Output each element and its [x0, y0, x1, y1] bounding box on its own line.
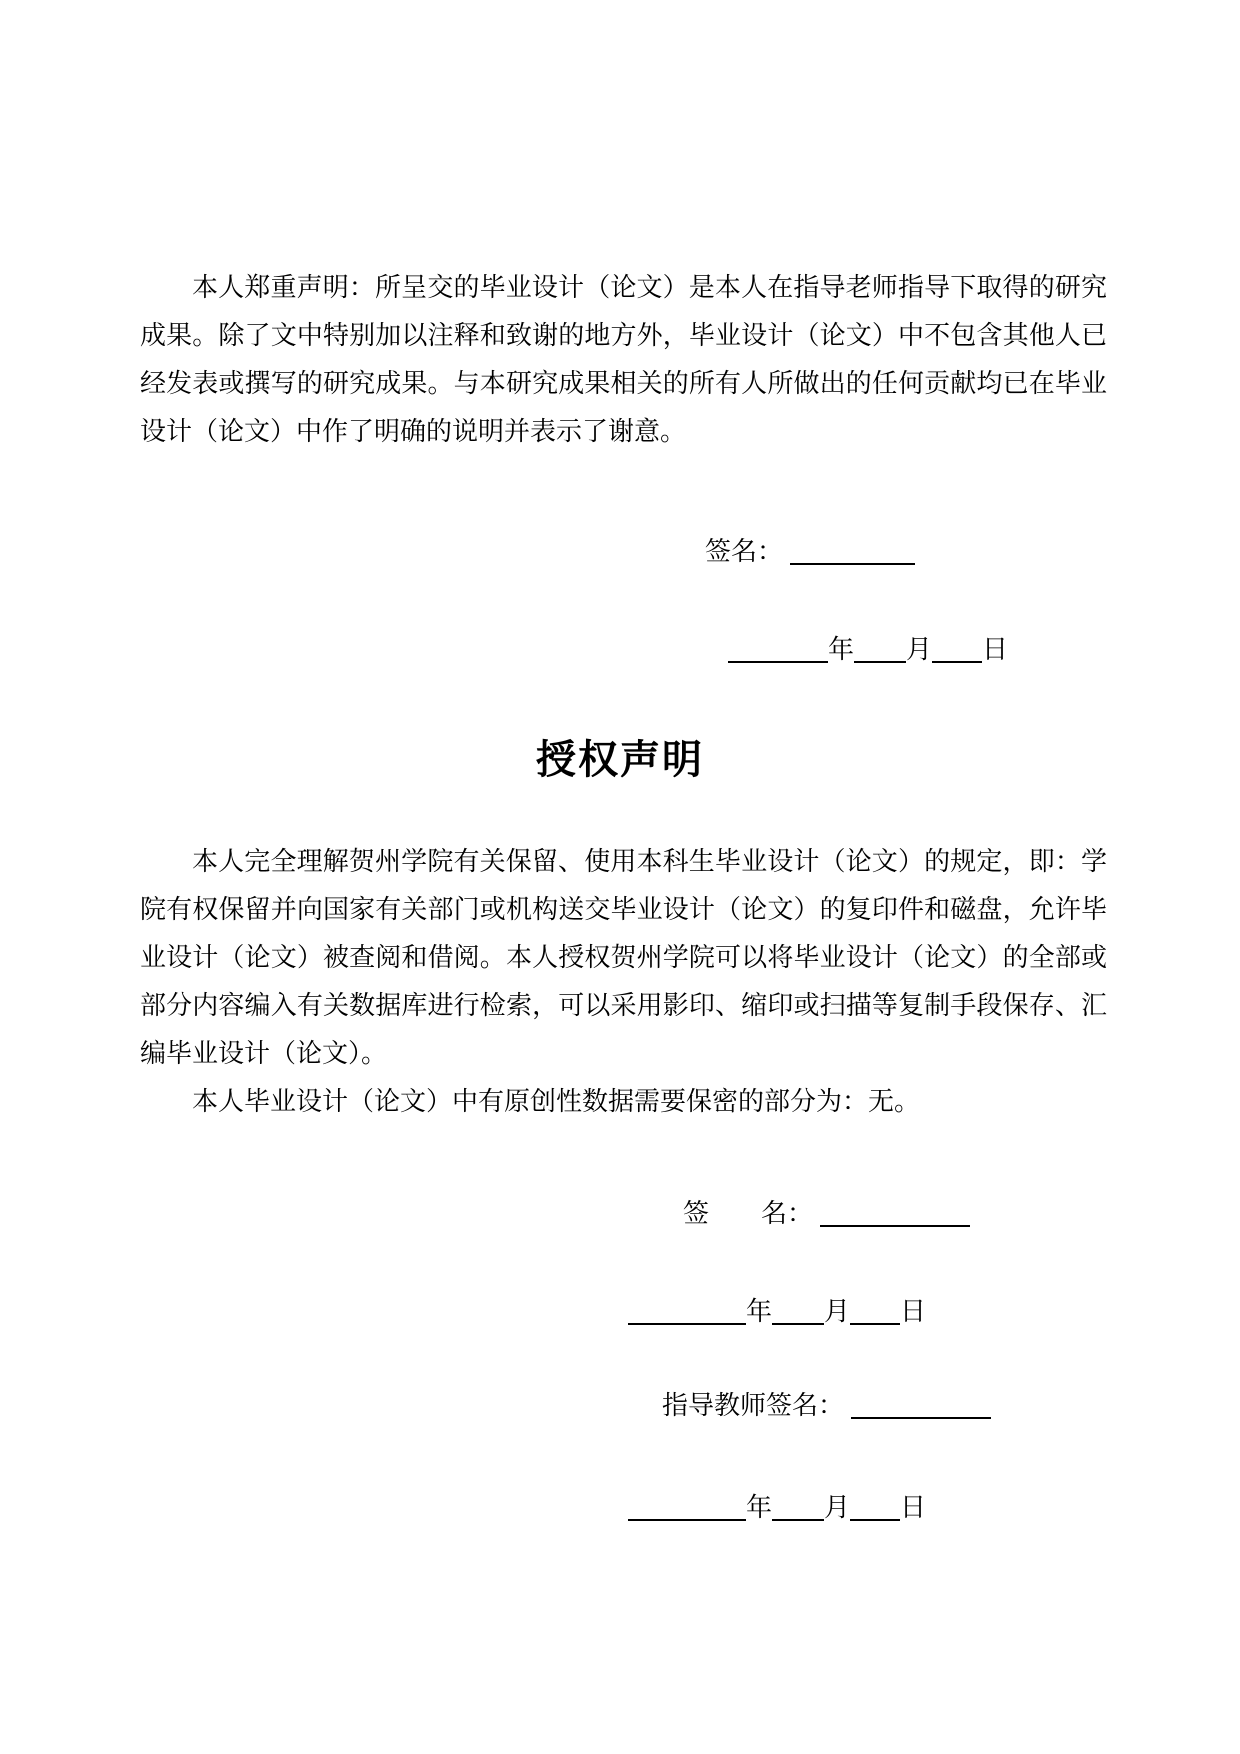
day-blank-line — [850, 1301, 900, 1325]
year-blank-line — [628, 1497, 746, 1521]
integrity-declaration-paragraph: 本人郑重声明：所呈交的毕业设计（论文）是本人在指导老师指导下取得的研究成果。除了文中特别加以注释和致谢的地方外，毕业设计（论文）中不包含其他人已经发表或撰写的研究成果。与本研究成果相关的所有人所做出的任何贡献均已在毕业设计（论文）中作了明确的说明并表示了谢意。 — [140, 273, 1107, 446]
month-label: 月 — [906, 635, 933, 664]
month-label: 月 — [824, 1493, 851, 1522]
month-label: 月 — [824, 1297, 851, 1326]
signature-label: 签名： — [705, 537, 784, 566]
signature-blank-line — [820, 1203, 970, 1227]
authorization-body — [140, 838, 1107, 1126]
date-row-3 — [628, 1492, 926, 1524]
signature-label-char: 签 — [683, 1199, 710, 1228]
signature-row-1 — [705, 536, 915, 568]
month-blank-line — [772, 1301, 824, 1325]
date-row-1 — [728, 634, 1008, 666]
day-label: 日 — [900, 1297, 927, 1326]
year-label: 年 — [746, 1297, 773, 1326]
authorization-title: 授权声明 — [536, 738, 704, 782]
year-label: 年 — [828, 635, 855, 664]
signature-label-rest: 名： — [761, 1199, 814, 1228]
authorization-paragraph: 本人完全理解贺州学院有关保留、使用本科生毕业设计（论文）的规定，即：学院有权保留并向国家有关部门或机构送交毕业设计（论文）的复印件和磁盘，允许毕业设计（论文）被查阅和借阅。本人授权贺州学院可以将毕业设计（论文）的全部或部分内容编入有关数据库进行检索，可以采用影印、缩印或扫描等复制手段保存、汇编毕业设计（论文）。 — [140, 847, 1107, 1068]
confidentiality-paragraph: 本人毕业设计（论文）中有原创性数据需要保密的部分为：无。 — [192, 1087, 921, 1116]
day-label: 日 — [900, 1493, 927, 1522]
signature-row-2 — [683, 1198, 970, 1230]
year-label: 年 — [746, 1493, 773, 1522]
supervisor-signature-label: 指导教师签名： — [662, 1391, 845, 1420]
month-blank-line — [854, 639, 906, 663]
supervisor-signature-blank-line — [851, 1395, 991, 1419]
month-blank-line — [772, 1497, 824, 1521]
signature-blank-line — [790, 541, 915, 565]
date-row-2 — [628, 1296, 926, 1328]
supervisor-signature-row — [662, 1390, 991, 1422]
day-blank-line — [850, 1497, 900, 1521]
day-label: 日 — [982, 635, 1009, 664]
year-blank-line — [728, 639, 828, 663]
year-blank-line — [628, 1301, 746, 1325]
day-blank-line — [932, 639, 982, 663]
